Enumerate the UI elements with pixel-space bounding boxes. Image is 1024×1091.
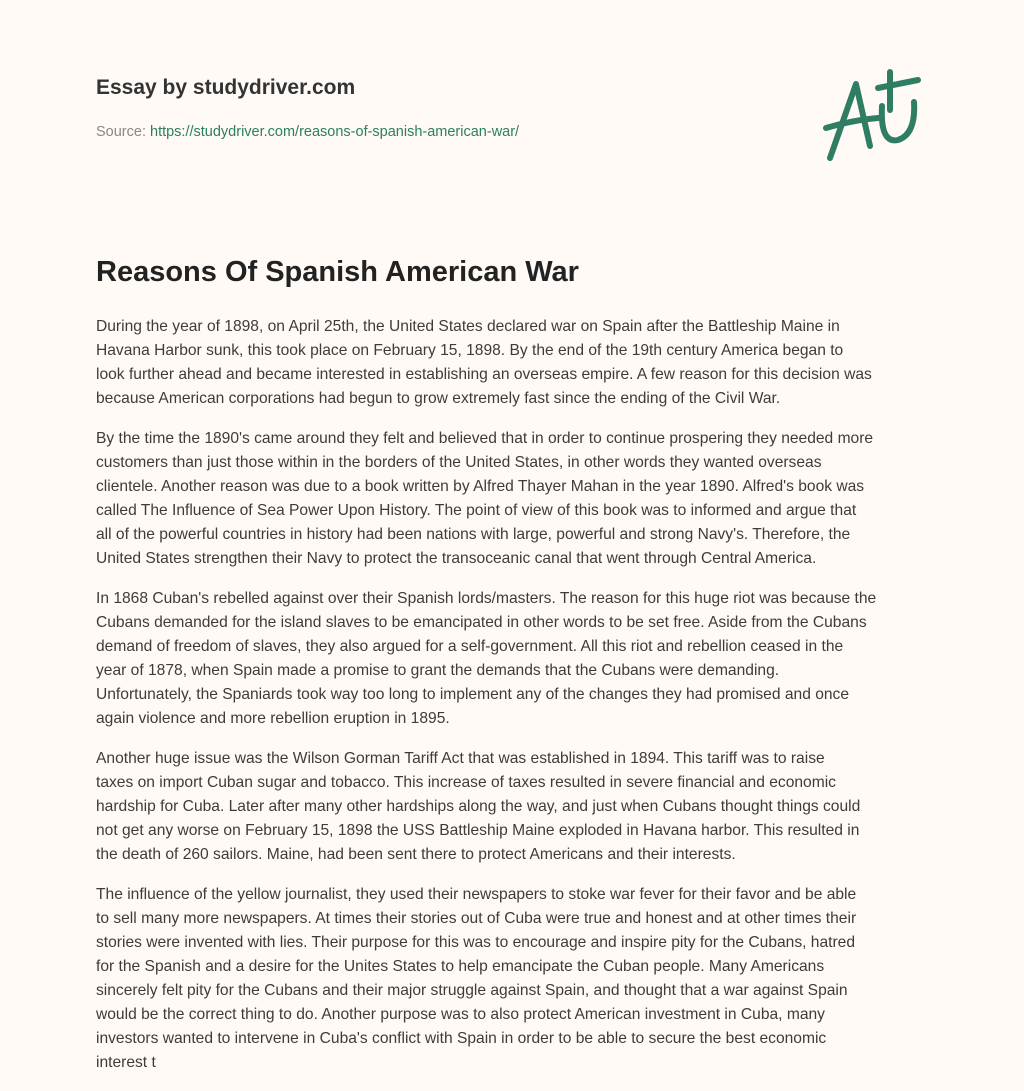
essay-body xyxy=(96,315,936,1091)
essay-paragraph xyxy=(96,747,936,867)
paragraph-line: By the time the 1890's came around they felt and believed that in order to continue prospering they needed more xyxy=(96,430,874,447)
paragraph-line: the death of 260 sailors. Maine, had been sent there to protect Americans and their interests. xyxy=(96,846,736,863)
essay-paragraph xyxy=(96,883,936,1075)
paragraph-line: investors wanted to intervene in Cuba's conflict with Spain in order to be able to secure the best economic xyxy=(96,1030,827,1047)
paragraph-line: would be the correct thing to do. Another purpose was to also protect American investment in Cuba, many xyxy=(96,1006,825,1023)
paragraph-line: United States strengthen their Navy to protect the transoceanic canal that went through Central America. xyxy=(96,550,817,567)
paragraph-line: customers than just those within in the borders of the United States, in other words they wanted overseas xyxy=(96,454,822,471)
paragraph-line: for the Spanish and a desire for the Unites States to help emancipate the Cuban people. Many Americans xyxy=(96,958,825,975)
paragraph-line: to sell many more newspapers. At times their stories out of Cuba were true and honest and at other times their xyxy=(96,910,857,927)
essay-paragraph xyxy=(96,587,936,731)
paragraph-line: Havana Harbor sunk, this took place on February 15, 1898. By the end of the 19th century America began to xyxy=(96,342,844,359)
paragraph-line: taxes on import Cuban sugar and tobacco. This increase of taxes resulted in severe financial and economic xyxy=(96,774,836,791)
source-line xyxy=(96,124,519,140)
paragraph-line: sincerely felt pity for the Cubans and their major struggle against Spain, and thought that a war against Spain xyxy=(96,982,848,999)
paragraph-line: clientele. Another reason was due to a book written by Alfred Thayer Mahan in the year 1890. Alfred's book was xyxy=(96,478,865,495)
paragraph-line: not get any worse on February 15, 1898 the USS Battleship Maine exploded in Havana harbor. This resulted in xyxy=(96,822,860,839)
paragraph-line: look further ahead and became interested in establishing an overseas empire. A few reason for this decision was xyxy=(96,366,872,383)
essay-paragraph xyxy=(96,315,936,411)
paragraph-line: Cubans demanded for the island slaves to be emancipated in other words to be set free. Aside from the Cubans xyxy=(96,614,867,631)
paragraph-line: In 1868 Cuban's rebelled against over their Spanish lords/masters. The reason for this huge riot was because the xyxy=(96,590,877,607)
paragraph-line: called The Influence of Sea Power Upon History. The point of view of this book was to informed and argue that xyxy=(96,502,857,519)
essay-title: Reasons Of Spanish American War xyxy=(96,256,579,288)
paragraph-line: During the year of 1898, on April 25th, the United States declared war on Spain after the Battleship Maine in xyxy=(96,318,840,335)
paragraph-line: again violence and more rebellion eruption in 1895. xyxy=(96,710,450,727)
paragraph-line: The influence of the yellow journalist, they used their newspapers to stoke war fever for their favor and be able xyxy=(96,886,857,903)
a-plus-logo xyxy=(818,66,930,166)
source-link[interactable]: https://studydriver.com/reasons-of-spanish-american-war/ xyxy=(150,124,520,140)
paragraph-line: year of 1878, when Spain made a promise to grant the demands that the Cubans were demanding. xyxy=(96,662,780,679)
paragraph-line: demand of freedom of slaves, they also argued for a self-government. All this riot and rebellion ceased in the xyxy=(96,638,844,655)
paragraph-line: all of the powerful countries in history had been nations with large, powerful and strong Navy's. Therefore, the xyxy=(96,526,851,543)
paragraph-line: Another huge issue was the Wilson Gorman Tariff Act that was established in 1894. This tariff was to raise xyxy=(96,750,825,767)
paragraph-line: because American corporations had begun to grow extremely fast since the ending of the Civil War. xyxy=(96,390,781,407)
paragraph-line: interest t xyxy=(96,1054,156,1071)
source-label: Source: xyxy=(96,124,150,140)
paragraph-line: hardship for Cuba. Later after many other hardships along the way, and just when Cubans thought things could xyxy=(96,798,861,815)
essay-paragraph xyxy=(96,427,936,571)
paragraph-line: Unfortunately, the Spaniards took way too long to implement any of the changes they had promised and once xyxy=(96,686,850,703)
paragraph-line: stories were invented with lies. Their purpose for this was to encourage and inspire pity for the Cubans, hatred xyxy=(96,934,856,951)
brand-title: Essay by studydriver.com xyxy=(96,76,356,99)
